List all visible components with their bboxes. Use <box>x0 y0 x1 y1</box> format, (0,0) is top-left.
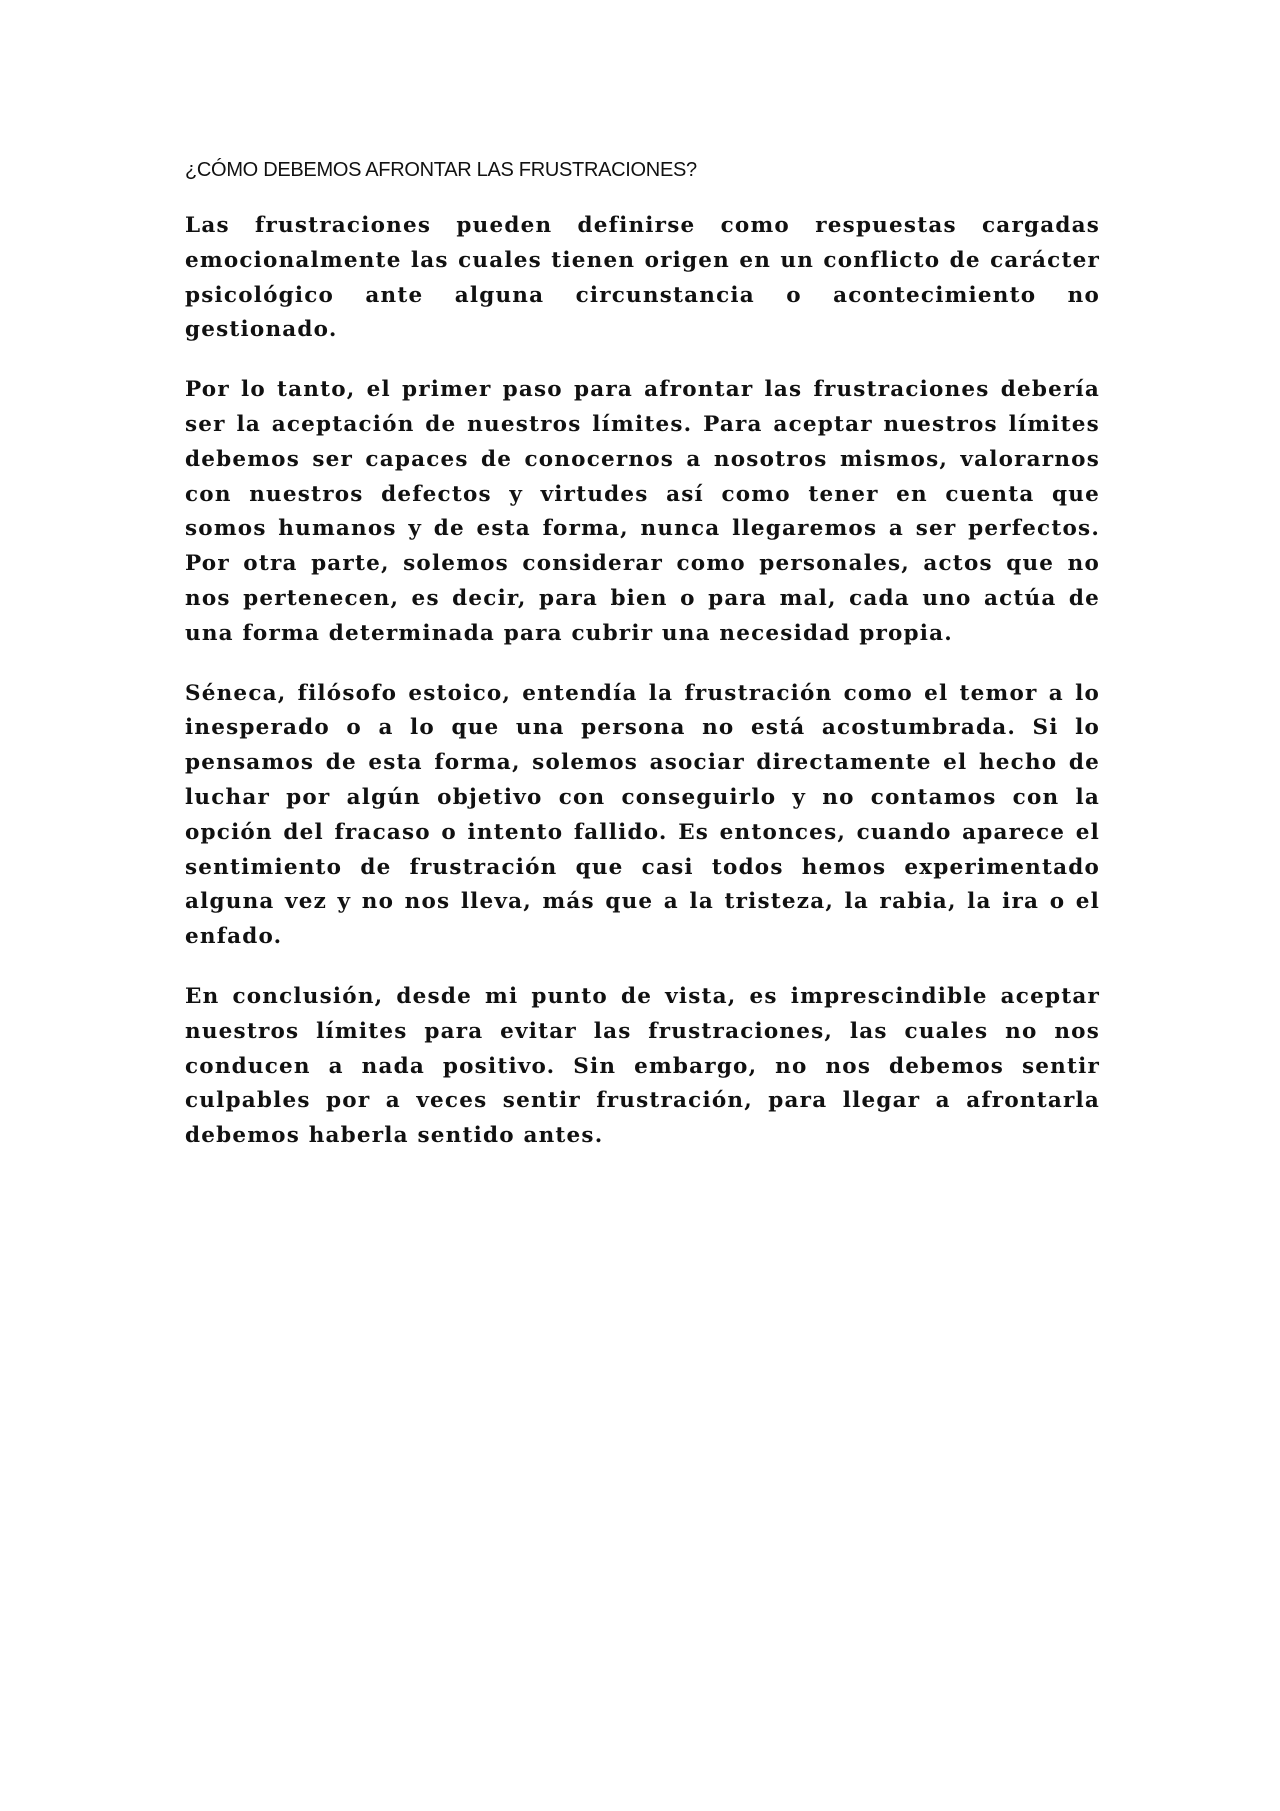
paragraph-conclusion: En conclusión, desde mi punto de vista, es imprescindible aceptar nuestros límites para evitar las frustraciones, las cuales no nos conducen a nada positivo. Sin embargo, no nos debemos sentir culpables por a veces sentir frustración, para llegar a afrontarla debemos haberla sentido antes. <box>185 983 1100 1149</box>
paragraph-acceptance: Por lo tanto, el primer paso para afrontar las frustraciones debería ser la aceptación de nuestros límites. Para aceptar nuestros límites debemos ser capaces de conocernos a nosotros mismos, valorarnos con nuestros defectos y virtudes así como tener en cuenta que somos humanos y de esta forma, nunca llegaremos a ser perfectos. Por otra parte, solemos considerar como personales, actos que no nos pertenecen, es decir, para bien o para mal, cada uno actúa de una forma determinada para cubrir una necesidad propia. <box>185 377 1100 646</box>
paragraph-seneca: Séneca, filósofo estoico, entendía la frustración como el temor a lo inesperado o a lo que una persona no está acostumbrada. Si lo pensamos de esta forma, solemos asociar directamente el hecho de luchar por algún objetivo con conseguirlo y no contamos con la opción del fracaso o intento fallido. Es entonces, cuando aparece el sentimiento de frustración que casi todos hemos experimentado alguna vez y no nos lleva, más que a la tristeza, la rabia, la ira o el enfado. <box>185 680 1100 950</box>
paragraph-definition: Las frustraciones pueden definirse como respuestas cargadas emocionalmente las cuales tienen origen en un conflicto de carácter psicológico ante alguna circunstancia o acontecimiento no gestionado. <box>185 213 1100 343</box>
document-title: ¿CÓMO DEBEMOS AFRONTAR LAS FRUSTRACIONES? <box>185 159 697 181</box>
document-body <box>185 157 1100 1179</box>
